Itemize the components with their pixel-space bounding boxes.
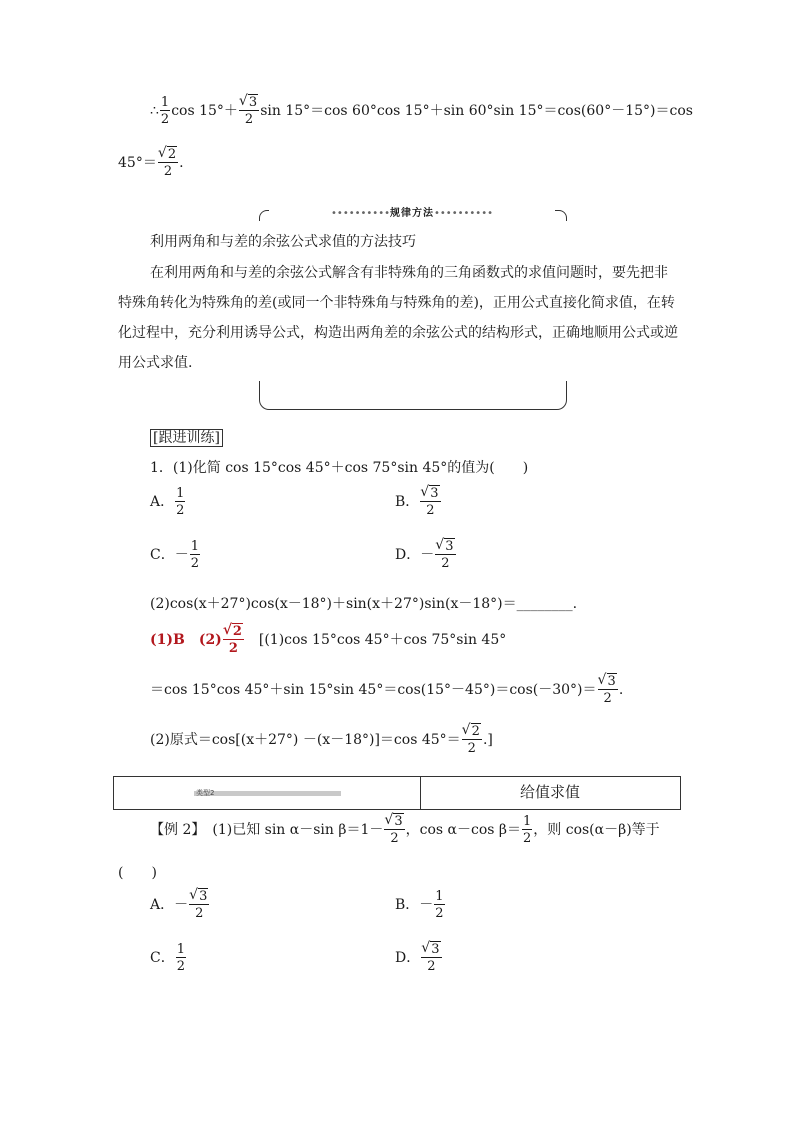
therefore-symbol: ∴	[150, 103, 159, 119]
ex2-option-a: A．－ √ $\frac{3}{2}$	[150, 890, 210, 920]
question-1-2: (2)cos(x＋27°)cos(x－18°)＋sin(x＋27°)sin(x－18°)＝________.	[150, 596, 578, 612]
fraction-sqrt3-over-2: √ $\frac{3}{2}$	[239, 96, 259, 126]
answer-line: (1)B (2) √ $\frac{2}{2}$ [(1)cos 15°cos 45°＋cos 75°sin 45°	[150, 625, 506, 655]
example-2-label: 【例 2】	[150, 822, 199, 838]
ex2-option-d: D． √ $\frac{3}{2}$	[395, 943, 443, 973]
practice-tag: [跟进训练]	[150, 429, 223, 447]
option-a: A． $\frac{1}{2}$	[150, 486, 185, 518]
ex2-option-c: C． $\frac{1}{2}$	[150, 942, 185, 974]
option-d: D．－ √ $\frac{3}{2}$	[395, 540, 457, 570]
method-heading: 利用两角和与差的余弦公式求值的方法技巧	[150, 234, 416, 250]
ex2-option-b: B．－ $\frac{1}{2}$	[395, 889, 444, 921]
fraction-sqrt2-over-2: √ $\frac{2}{2}$	[158, 148, 178, 178]
answer-step-2: (2)原式＝cos[(x＋27°) －(x－18°)]＝cos 45°＝ √ $\frac{2}{2}$ .]	[150, 725, 493, 755]
section-title: 给值求值	[519, 783, 580, 801]
question-1-1: 1．(1)化简 cos 15°cos 45°＋cos 75°sin 45°的值为( )	[150, 460, 529, 476]
solution-line-1: ∴ $\frac{1}{2}$ cos 15°＋ √ $\frac{3}{2}$ sin 15°＝cos 60°cos 15°＋sin 60°sin 15°＝cos(60°－15°)＝cos	[150, 96, 693, 126]
answer-key: (1)B (2) √ $\frac{2}{2}$	[150, 632, 245, 648]
option-b: B． √ $\frac{3}{2}$	[395, 487, 442, 517]
method-box-label: ••••••••••规律方法••••••••••	[269, 204, 555, 219]
section-header	[113, 776, 681, 810]
option-c: C．－ $\frac{1}{2}$	[150, 539, 199, 571]
fraction-half: $\frac{1}{2}$	[160, 95, 170, 127]
solution-line-2: 45°＝ √ $\frac{2}{2}$ .	[118, 148, 184, 178]
section-type-tag: 类型2	[194, 791, 341, 796]
example-2-paren: ( )	[118, 865, 157, 881]
answer-step-1: ＝cos 15°cos 45°＋sin 15°sin 45°＝cos(15°－45°)＝cos(－30°)＝ √ $\frac{3}{2}$ .	[150, 675, 623, 705]
method-body: 在利用两角和与差的余弦公式解含有非特殊角的三角函数式的求值问题时，要先把非特殊角转化为特殊角的差(或同一个非特殊角与特殊角的差)，正用公式直接化简求值，在转化过程中，充分利用诱导公式，构造出两角差的余弦公式的结构形式，正确地顺用公式或逆用公式求值.	[118, 265, 678, 371]
example-2-question: 【例 2】 (1)已知 sin α－sin β＝1－ √ $\frac{3}{2}$ ，cos α－cos β＝ $\frac{1}{2}$ ，则 cos(α－β)等于	[150, 815, 660, 845]
